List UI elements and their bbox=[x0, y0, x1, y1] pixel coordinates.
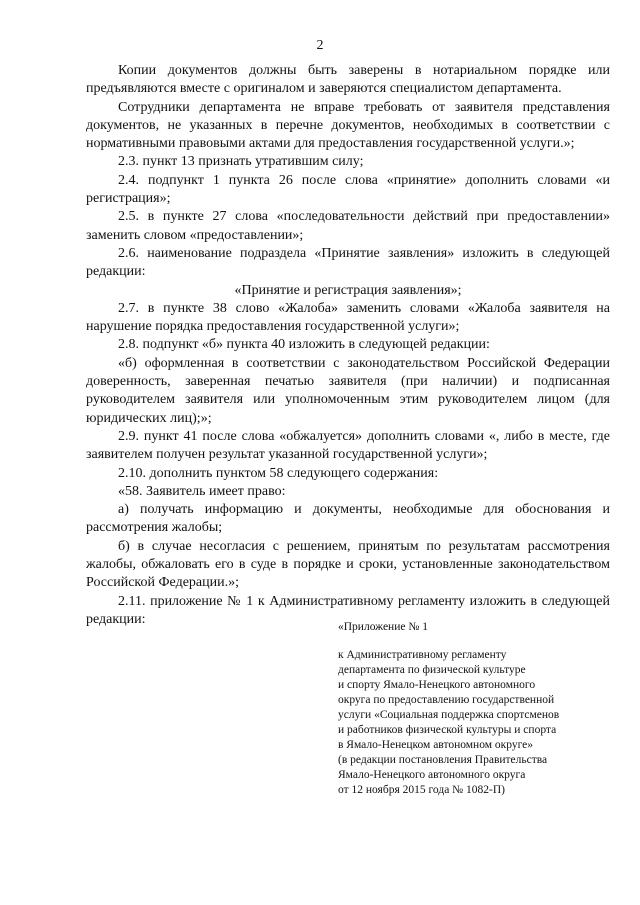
paragraph: 2.8. подпункт «б» пункта 40 изложить в следующей редакции: bbox=[118, 337, 490, 353]
paragraph: 2.6. наименование подраздела «Принятие заявления» изложить в следующей редакции: bbox=[86, 245, 610, 280]
paragraph: 2.4. подпункт 1 пункта 26 после слова «принятие» дополнить словами «и регистрация»; bbox=[86, 172, 610, 207]
appendix-line: департамента по физической культуре bbox=[338, 664, 526, 676]
paragraph: Копии документов должны быть заверены в нотариальном порядке или предъявляются вместе с оригиналом и заверяются специалистом департамента. bbox=[86, 63, 610, 97]
paragraph: «Принятие и регистрация заявления»; bbox=[234, 282, 462, 298]
appendix-line: к Административному регламенту bbox=[338, 649, 507, 661]
appendix-line: (в редакции постановления Правительства bbox=[338, 754, 548, 766]
appendix-header bbox=[338, 620, 608, 798]
paragraph: 2.11. приложение № 1 к Административному регламенту изложить в следующей редакции: bbox=[86, 593, 610, 627]
document-body bbox=[86, 62, 610, 629]
page-number: 2 bbox=[316, 38, 324, 53]
appendix-lines bbox=[338, 648, 608, 798]
appendix-line: округа по предоставлению государственной bbox=[338, 694, 555, 706]
paragraph: 2.9. пункт 41 после слова «обжалуется» дополнить словами «, либо в месте, где заявителем получен результат указанной государственной услуги»; bbox=[86, 428, 610, 463]
paragraph: 2.3. пункт 13 признать утратившим силу; bbox=[118, 154, 364, 170]
paragraph: Сотрудники департамента не вправе требовать от заявителя представления документов, не указанных в перечне документов, необходимых в соответствии с нормативными правовыми актами для предоставления государственной услуги.»; bbox=[86, 99, 610, 152]
paragraph: 2.10. дополнить пунктом 58 следующего содержания: bbox=[118, 465, 439, 481]
appendix-line: Ямало-Ненецкого автономного округа bbox=[338, 769, 526, 781]
paragraph: 2.7. в пункте 38 слово «Жалоба» заменить словами «Жалоба заявителя на нарушение порядка предоставления государственной услуги»; bbox=[86, 300, 610, 335]
paragraph: «б) оформленная в соответствии с законодательством Российской Федерации доверенность, заверенная печатью заявителя (при наличии) и подписанная руководителем заявителя или уполномоченным этим руководителем лицом (для юридических лиц);»; bbox=[86, 355, 610, 426]
appendix-line: в Ямало-Ненецком автономном округе» bbox=[338, 739, 533, 751]
appendix-line: и работников физической культуры и спорта bbox=[338, 724, 557, 736]
paragraph: а) получать информацию и документы, необходимые для обоснования и рассмотрения жалобы; bbox=[86, 502, 610, 536]
appendix-title: «Приложение № 1 bbox=[338, 621, 428, 633]
appendix-line: и спорту Ямало-Ненецкого автономного bbox=[338, 679, 536, 691]
paragraph: «58. Заявитель имеет право: bbox=[118, 483, 286, 499]
paragraph: б) в случае несогласия с решением, принятым по результатам рассмотрения жалобы, обжаловать его в суде в порядке и сроки, установленные законодательством Российской Федерации.»; bbox=[86, 538, 610, 591]
appendix-line: от 12 ноября 2015 года № 1082-П) bbox=[338, 784, 505, 796]
paragraph: 2.5. в пункте 27 слова «последовательности действий при предоставлении» заменить словом «предоставлении»; bbox=[86, 209, 610, 243]
appendix-line: услуги «Социальная поддержка спортсменов bbox=[338, 709, 560, 721]
